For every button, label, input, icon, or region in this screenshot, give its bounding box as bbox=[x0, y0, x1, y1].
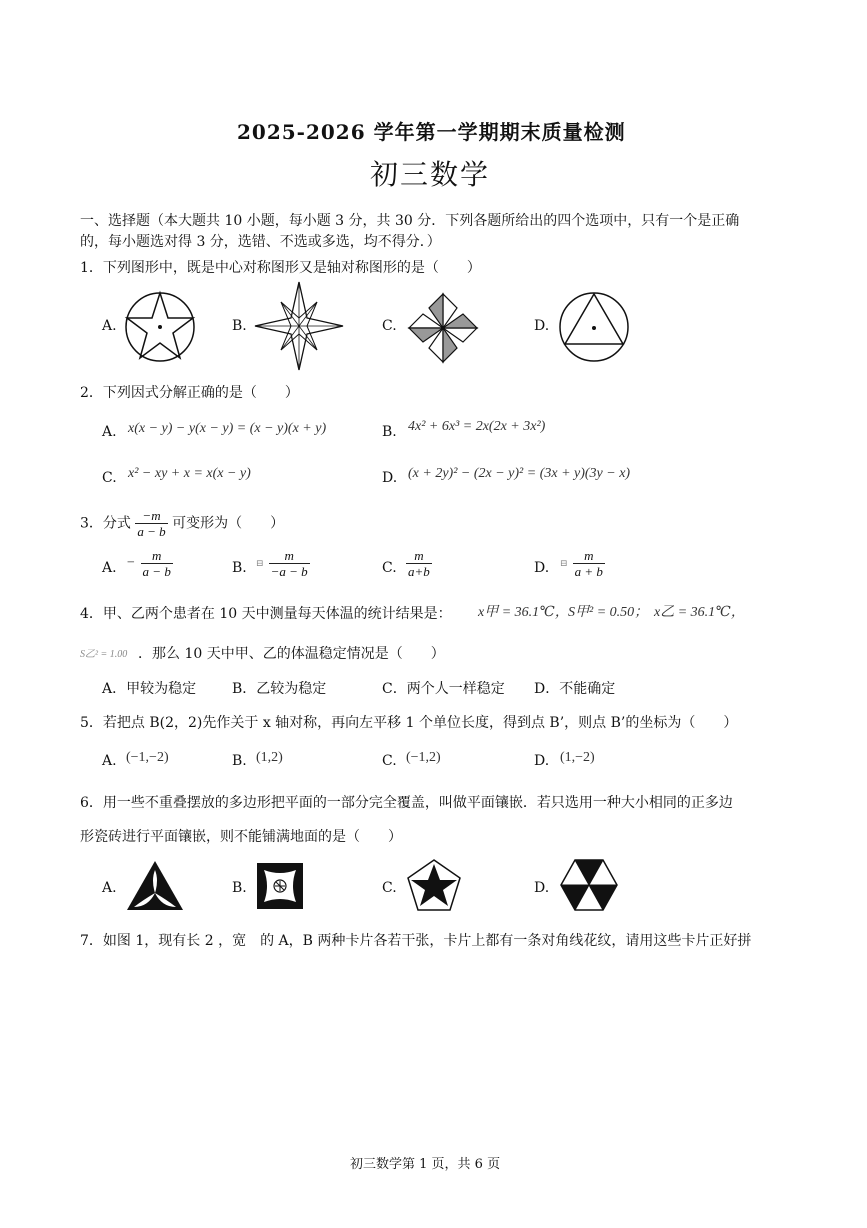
page-footer: 初三数学第 1 页，共 6 页 bbox=[350, 1157, 501, 1172]
question-5-option-b-label: B. bbox=[232, 753, 247, 769]
question-5-option-b-value: (1,2) bbox=[256, 750, 283, 765]
question-3-stem-suffix: 可变形为（ ） bbox=[172, 515, 285, 532]
question-4-stat-var-jia: S甲² = 0.50； bbox=[568, 605, 649, 620]
question-2-option-b-expr: 4x² + 6x³ = 2x(2x + 3x²) bbox=[408, 419, 546, 434]
question-4-stem: 4．甲、乙两个患者在 10 天中测量每天体温的统计结果是： bbox=[80, 606, 452, 622]
question-1-stem: 1．下列图形中，既是中心对称图形又是轴对称图形的是（ ） bbox=[80, 260, 481, 276]
question-5-option-a-label: A. bbox=[102, 753, 117, 769]
exam-title: 2025-2026 学年第一学期期末质量检测 bbox=[237, 120, 626, 144]
question-2-option-b-label: B. bbox=[382, 424, 397, 440]
question-5-option-d-label: D. bbox=[534, 753, 550, 769]
question-3-option-d-expr bbox=[560, 548, 605, 579]
fraction-numerator: m bbox=[406, 548, 432, 564]
square-curved-figure bbox=[256, 862, 304, 910]
question-5-option-d-value: (1,−2) bbox=[560, 750, 595, 765]
question-2-option-a-label: A. bbox=[102, 424, 117, 440]
option-sign: ⊟ bbox=[560, 558, 568, 568]
question-6-stem-line1: 6．用一些不重叠摆放的多边形把平面的一部分完全覆盖，叫做平面镶嵌．若只选用一种大小相同的正多边 bbox=[80, 795, 733, 811]
option-sign: ⊟ bbox=[256, 558, 264, 568]
triangle-petals-figure bbox=[126, 860, 184, 912]
hexagon-triangles-figure bbox=[560, 858, 618, 912]
circle-triangle-figure bbox=[558, 291, 630, 363]
option-fraction bbox=[573, 548, 605, 579]
question-4-stat-mean-jia: x甲 = 36.1℃， bbox=[478, 605, 569, 620]
question-4-option-d: D．不能确定 bbox=[534, 681, 616, 697]
question-4-option-a: A．甲较为稳定 bbox=[102, 681, 197, 697]
question-3-option-a-expr bbox=[126, 548, 173, 579]
question-1-option-d-label: D. bbox=[534, 318, 550, 334]
question-4-option-c: C．两个人一样稳定 bbox=[382, 681, 505, 697]
question-3-fraction bbox=[135, 508, 167, 539]
option-fraction bbox=[406, 548, 432, 579]
question-3-option-b-expr bbox=[256, 548, 310, 579]
question-6-option-c-label: C. bbox=[382, 880, 397, 896]
fraction-numerator: −m bbox=[135, 508, 167, 524]
question-2-option-d-expr: (x + 2y)² − (2x − y)² = (3x + y)(3y − x) bbox=[408, 466, 631, 481]
question-1-option-b-label: B. bbox=[232, 318, 247, 334]
question-4-stat-mean-yi: x乙 = 36.1℃， bbox=[654, 605, 745, 620]
fraction-numerator: m bbox=[269, 548, 310, 564]
compass-star-figure bbox=[255, 282, 343, 370]
question-6-option-b-label: B. bbox=[232, 880, 247, 896]
question-4-stat-var-yi: S乙² = 1.00 bbox=[80, 649, 128, 660]
option-sign: − bbox=[126, 555, 136, 571]
question-2-stem: 2．下列因式分解正确的是（ ） bbox=[80, 385, 299, 401]
section-instructions-line1: 一、选择题（本大题共 10 小题，每小题 3 分，共 30 分．下列各题所给出的四个选项中，只有一个是正确 bbox=[80, 213, 740, 229]
fraction-numerator: m bbox=[141, 548, 173, 564]
pentagon-star-figure bbox=[406, 858, 462, 912]
fraction-denominator: a − b bbox=[142, 564, 171, 579]
question-3-option-a-label: A. bbox=[102, 560, 117, 576]
question-5-option-c-label: C. bbox=[382, 753, 397, 769]
fraction-denominator: −a − b bbox=[270, 564, 308, 579]
question-6-option-d-label: D. bbox=[534, 880, 550, 896]
fraction-denominator: a − b bbox=[137, 524, 166, 539]
fraction-numerator: m bbox=[573, 548, 605, 564]
question-4-option-b: B．乙较为稳定 bbox=[232, 681, 327, 697]
question-1-option-a-label: A. bbox=[102, 318, 117, 334]
question-2-option-c-label: C. bbox=[102, 470, 117, 486]
question-5-option-a-value: (−1,−2) bbox=[126, 750, 169, 765]
question-6-stem-line2: 形瓷砖进行平面镶嵌，则不能铺满地面的是（ ） bbox=[80, 829, 402, 845]
question-2-option-d-label: D. bbox=[382, 470, 398, 486]
circle-star-figure bbox=[124, 291, 196, 363]
pinwheel-figure bbox=[407, 292, 479, 364]
question-3-option-c-label: C. bbox=[382, 560, 397, 576]
fraction-denominator: a + b bbox=[574, 564, 603, 579]
section-instructions-line2: 的，每小题选对得 3 分，选错、不选或多选，均不得分．） bbox=[80, 234, 441, 250]
question-6-option-a-label: A. bbox=[102, 880, 117, 896]
fraction-denominator: a+b bbox=[408, 564, 430, 579]
question-7-stem: 7．如图 1，现有长 2 ，宽 的 A，B 两种卡片各若干张，卡片上都有一条对角线花纹，请用这些卡片正好拼 bbox=[80, 933, 752, 949]
question-1-option-c-label: C. bbox=[382, 318, 397, 334]
question-3-option-c-expr bbox=[406, 548, 432, 579]
question-4-stem-line2: ．那么 10 天中甲、乙的体温稳定情况是（ ） bbox=[138, 646, 445, 662]
question-5-option-c-value: (−1,2) bbox=[406, 750, 441, 765]
question-3-stem bbox=[80, 508, 284, 539]
option-fraction bbox=[141, 548, 173, 579]
subject-title: 初三数学 bbox=[370, 158, 491, 191]
question-5-stem: 5．若把点 B(2，2)先作关于 x 轴对称，再向左平移 1 个单位长度，得到点 B’，则点 B’的坐标为（ ） bbox=[80, 715, 738, 731]
question-3-option-d-label: D. bbox=[534, 560, 550, 576]
question-3-option-b-label: B. bbox=[232, 560, 247, 576]
question-2-option-c-expr: x² − xy + x = x(x − y) bbox=[128, 466, 251, 481]
option-fraction bbox=[269, 548, 310, 579]
question-2-option-a-expr: x(x − y) − y(x − y) = (x − y)(x + y) bbox=[128, 421, 327, 436]
question-3-stem-prefix: 3．分式 bbox=[80, 515, 131, 532]
